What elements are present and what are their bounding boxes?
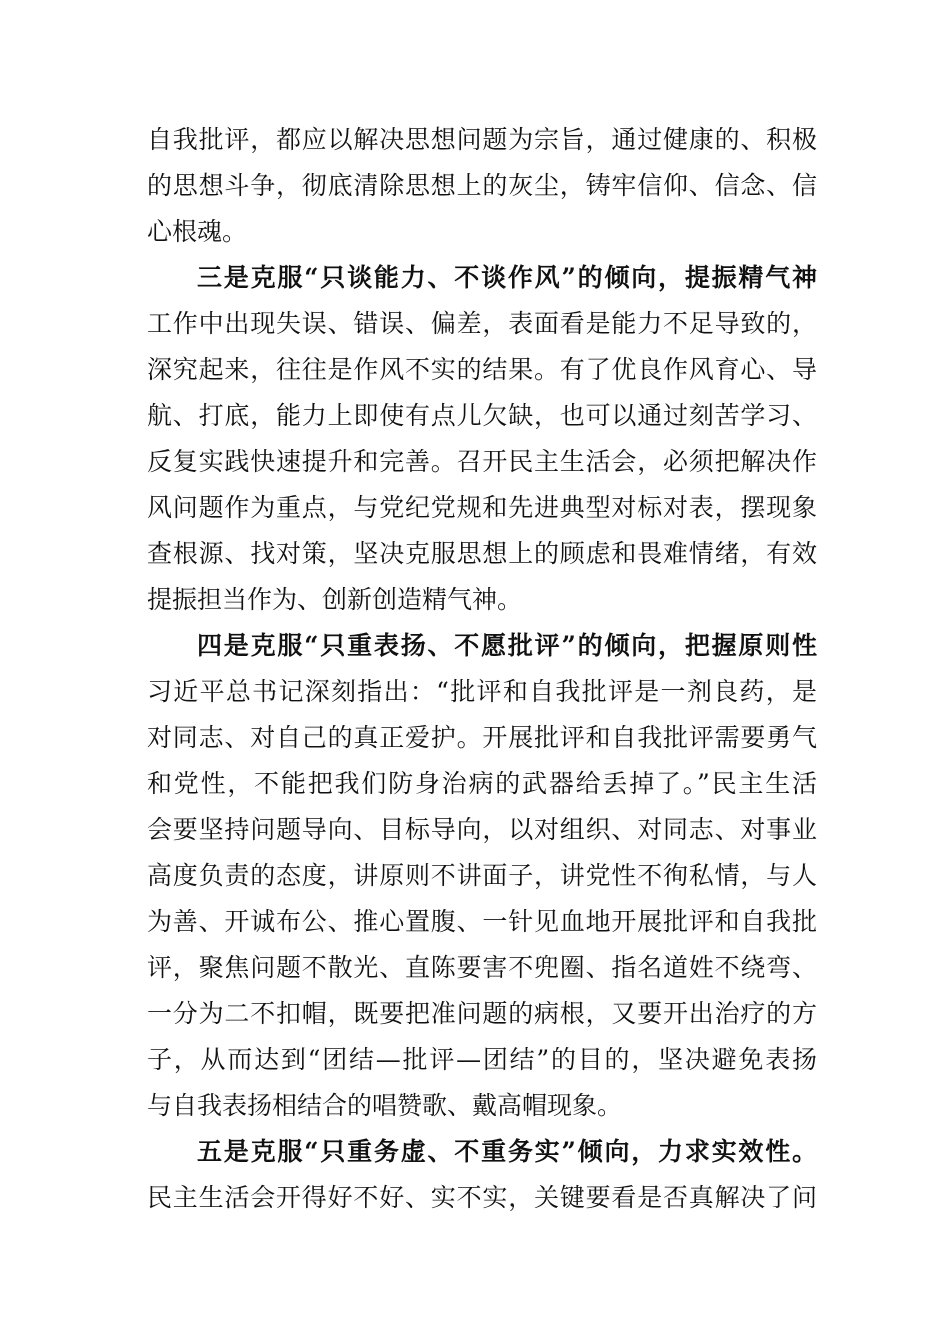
document-body <box>147 117 817 1221</box>
section-heading-line: 五是克服“只重务虚、不重务实”倾向，力求实效性。 <box>197 1137 817 1166</box>
paragraph-line: 会要坚持问题导向、目标导向，以对组织、对同志、对事业 <box>147 815 817 844</box>
paragraph-line: 深究起来，往往是作风不实的结果。有了优良作风育心、导 <box>147 355 817 384</box>
paragraph-line: 和党性，不能把我们防身治病的武器给丢掉了。”民主生活 <box>147 769 817 798</box>
paragraph-line: 自我批评，都应以解决思想问题为宗旨，通过健康的、积极 <box>147 125 817 154</box>
paragraph-line: 评，聚焦问题不散光、直陈要害不兜圈、指名道姓不绕弯、 <box>147 953 817 982</box>
paragraph-line: 心根魂。 <box>147 217 248 246</box>
paragraph-line: 为善、开诚布公、推心置腹、一针见血地开展批评和自我批 <box>147 907 817 936</box>
paragraph-line: 的思想斗争，彻底清除思想上的灰尘，铸牢信仰、信念、信 <box>147 171 817 200</box>
paragraph-line: 与自我表扬相结合的唱赞歌、戴高帽现象。 <box>147 1091 623 1120</box>
paragraph-line: 高度负责的态度，讲原则不讲面子，讲党性不徇私情，与人 <box>147 861 817 890</box>
paragraph-line: 对同志、对自己的真正爱护。开展批评和自我批评需要勇气 <box>147 723 817 752</box>
section-heading-line: 四是克服“只重表扬、不愿批评”的倾向，把握原则性 <box>197 631 817 660</box>
paragraph-line: 查根源、找对策，坚决克服思想上的顾虑和畏难情绪，有效 <box>147 539 817 568</box>
paragraph-line: 提振担当作为、创新创造精气神。 <box>147 585 523 614</box>
paragraph-line: 民主生活会开得好不好、实不实，关键要看是否真解决了问 <box>147 1183 817 1212</box>
paragraph-line: 航、打底，能力上即使有点儿欠缺，也可以通过刻苦学习、 <box>147 401 817 430</box>
paragraph-line: 子，从而达到“团结—批评—团结”的目的，坚决避免表扬 <box>147 1045 817 1074</box>
paragraph-line: 风问题作为重点，与党纪党规和先进典型对标对表，摆现象 <box>147 493 817 522</box>
paragraph-line: 反复实践快速提升和完善。召开民主生活会，必须把解决作 <box>147 447 817 476</box>
paragraph-line: 习近平总书记深刻指出：“批评和自我批评是一剂良药，是 <box>147 677 817 706</box>
section-heading-line: 三是克服“只谈能力、不谈作风”的倾向，提振精气神 <box>197 263 817 292</box>
paragraph-line: 一分为二不扣帽，既要把准问题的病根，又要开出治疗的方 <box>147 999 817 1028</box>
paragraph-line: 工作中出现失误、错误、偏差，表面看是能力不足导致的， <box>147 309 817 338</box>
